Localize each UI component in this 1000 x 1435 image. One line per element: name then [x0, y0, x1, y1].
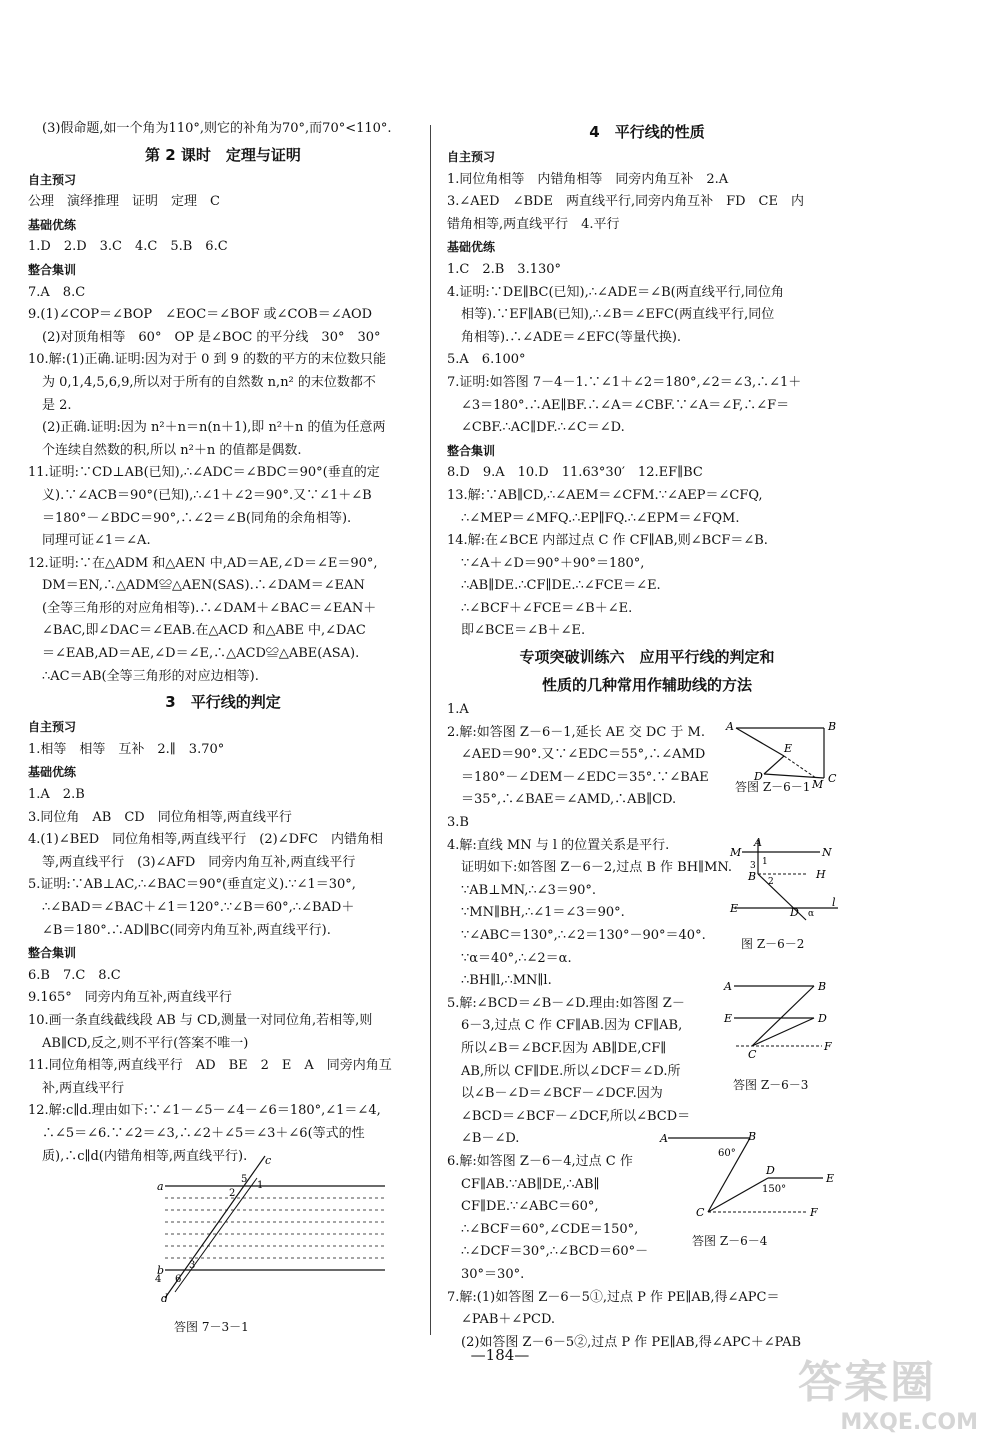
watermark-text: 答案圈 — [798, 1357, 936, 1408]
figure-label: B — [828, 720, 837, 733]
fig-label: 5 — [241, 1174, 248, 1185]
answer-line: 2.解:如答图 Z－6－1,延长 AE 交 DC 于 M. — [447, 724, 705, 740]
answer-line: 7.解:(1)如答图 Z－6－5①,过点 P 作 PE∥AB,得∠APC＝ — [447, 1289, 780, 1305]
answer-line: 公理 演绎推理 证明 定理 C — [28, 194, 220, 210]
answer-line: 3.B — [447, 815, 469, 831]
figure-label: 2 — [768, 877, 774, 887]
answer-line: 1.D 2.D 3.C 4.C 5.B 6.C — [28, 239, 228, 255]
figure-z-6-4 — [658, 1128, 843, 1223]
answer-line: ∴∠MEP＝∠MFQ.∴EP∥FQ.∴∠EPM＝∠FQM. — [461, 510, 740, 526]
answer-line: 13.解:∵AB∥CD,∴∠AEM＝∠CFM.∵∠AEP＝∠CFQ, — [447, 487, 763, 503]
answer-line: DM＝EN,∴△ADM≌△AEN(SAS).∴∠DAM＝∠EAN — [42, 578, 365, 594]
answer-line: 4.证明:∵DE∥BC(已知),∴∠ADE＝∠B(两直线平行,同位角 — [447, 284, 784, 300]
figure-label: 150° — [762, 1184, 787, 1195]
figure-label: D — [818, 1012, 827, 1025]
figure-caption: 图 Z－6－2 — [741, 937, 805, 951]
figure-label: C — [828, 772, 837, 785]
answer-line: ∵∠A＋∠D＝90°＋90°＝180°, — [461, 555, 645, 571]
answer-line: ＝180°－∠DEM－∠EDC＝35°.∵∠BAE — [461, 769, 709, 785]
figure-label: A — [660, 1132, 668, 1145]
answer-line: CF∥AB.∵AB∥DE,∴AB∥ — [461, 1176, 600, 1192]
answer-line: ∴AC＝AB(全等三角形的对应边相等). — [42, 668, 259, 684]
answer-line: 证明如下:如答图 Z－6－2,过点 B 作 BH∥MN. — [461, 860, 733, 876]
answer-line: ∴∠5＝∠6.∵∠2＝∠3,∴∠2＋∠5＝∠3＋∠6(等式的性 — [42, 1125, 365, 1141]
figure-label: F — [810, 1206, 818, 1219]
answer-line: 9.165° 同旁内角互补,两直线平行 — [28, 990, 232, 1006]
answer-line: 7.A 8.C — [28, 284, 86, 300]
figure-caption: 答图 Z－6－1 — [735, 780, 811, 794]
subsection-label: 自主预习 — [447, 150, 496, 164]
answer-line: ∠B－∠D. — [461, 1131, 520, 1147]
answer-line: AB∥CD,反之,则不平行(答案不唯一) — [42, 1035, 249, 1051]
answer-line: 30°＝30°. — [461, 1266, 525, 1282]
figure-label: E — [730, 902, 739, 915]
answer-line: ＝180°－∠BDC＝90°,∴∠2＝∠B(同角的余角相等). — [42, 510, 352, 526]
figure-caption: 答图 Z－6－3 — [733, 1078, 809, 1092]
answer-line: 4.解:直线 MN 与 l 的位置关系是平行. — [447, 837, 670, 853]
watermark-logo — [798, 1346, 978, 1435]
answer-line: ∴∠DCF＝30°,∴∠BCD＝60°－ — [461, 1244, 649, 1260]
fig-label: 3 — [189, 1260, 196, 1271]
answer-line: (全等三角形的对应角相等).∴∠DAM＋∠BAC＝∠EAN＋ — [42, 600, 377, 616]
figure-caption: 答图 Z－6－4 — [692, 1234, 768, 1248]
answer-line: 8.D 9.A 10.D 11.63°30′ 12.EF∥BC — [447, 465, 703, 481]
fig-label: 4 — [155, 1274, 162, 1285]
figure-label: C — [748, 1048, 757, 1058]
column-divider — [430, 125, 431, 1335]
answer-line: ∴AB∥DE.∴CF∥DE.∴∠FCE＝∠E. — [461, 578, 661, 594]
figure-label: A — [726, 720, 734, 733]
fig-label: 2 — [229, 1188, 236, 1199]
answer-line: 1.A 2.B — [28, 787, 85, 803]
figure-label: E — [724, 1012, 733, 1025]
answer-line: 义).∵∠ACB＝90°(已知),∴∠1＋∠2＝90°.又∵∠1＋∠B — [42, 487, 372, 503]
figure-label: A — [724, 980, 732, 993]
answer-line: (3)假命题,如一个角为110°,则它的补角为70°,而70°<110°. — [42, 121, 392, 136]
subsection-label: 自主预习 — [28, 720, 77, 735]
figure-label: M — [730, 846, 742, 859]
fig-label: 1 — [257, 1180, 264, 1191]
answer-line: 7.证明:如答图 7－4－1.∵∠1＋∠2＝180°,∠2＝∠3,∴∠1＋ — [447, 374, 802, 390]
section-heading: 专项突破训练六 应用平行线的判定和 — [519, 648, 775, 667]
figure-label: B — [748, 870, 757, 883]
answer-line: 5.解:∠BCD＝∠B－∠D.理由:如答图 Z－ — [447, 995, 685, 1011]
answer-line: 以∠B－∠D＝∠BCF－∠DCF.因为 — [461, 1086, 663, 1102]
answer-line: 11.同位角相等,两直线平行 AD BE 2 E A 同旁内角互 — [28, 1058, 392, 1074]
answer-line: 等,两直线平行 (3)∠AFD 同旁内角互补,两直线平行 — [42, 854, 356, 870]
answer-line: (2)对顶角相等 60° OP 是∠BOC 的平分线 30° 30° — [42, 329, 381, 345]
answer-line: 所以∠B＝∠BCF.因为 AB∥DE,CF∥ — [461, 1040, 667, 1056]
answer-line: 质),∴c∥d(内错角相等,两直线平行). — [42, 1148, 248, 1164]
answer-line: 错角相等,两直线平行 4.平行 — [447, 216, 620, 232]
figure-label: α — [808, 909, 815, 919]
figure-label: F — [824, 1040, 832, 1053]
section-heading: 第 2 课时 定理与证明 — [145, 145, 301, 164]
answer-line: ∴∠BAD＝∠BAC＋∠1＝120°.∵∠B＝60°,∴∠BAD＋ — [42, 900, 355, 915]
figure-caption: 答图 7－3－1 — [174, 1320, 249, 1334]
left-column — [28, 118, 418, 1168]
figure-label: B — [748, 1130, 757, 1143]
answer-line: 14.解:在∠BCE 内部过点 C 作 CF∥AB,则∠BCF＝∠B. — [447, 533, 768, 549]
answer-line: 1.相等 相等 互补 2.∥ 3.70° — [28, 741, 225, 757]
answer-line: 6.解:如答图 Z－6－4,过点 C 作 — [447, 1153, 633, 1169]
figure-label: D — [790, 906, 799, 919]
page-number: —184— — [470, 1346, 530, 1364]
answer-line: 同理可证∠1＝∠A. — [42, 533, 151, 549]
answer-line: ∵α＝40°,∴∠2＝α. — [461, 950, 572, 966]
answer-line: ∴∠BCF＝60°,∠CDE＝150°, — [461, 1221, 639, 1237]
answer-line: ＝35°,∴∠BAE＝∠AMD,∴AB∥CD. — [461, 792, 677, 808]
subsection-label: 基础优练 — [28, 765, 77, 780]
answer-line: 1.同位角相等 内错角相等 同旁内角互补 2.A — [447, 171, 729, 187]
answer-line: 相等).∵EF∥AB(已知),∴∠B＝∠EFC(两直线平行,同位 — [461, 307, 775, 323]
figure-label: M — [812, 778, 824, 788]
figure-z-6-3 — [722, 978, 842, 1058]
answer-line: ∠BCD＝∠BCF－∠DCF,所以∠BCD＝ — [461, 1108, 691, 1124]
answer-line: ∠B＝180°.∴AD∥BC(同旁内角互补,两直线平行). — [42, 922, 331, 938]
watermark-url: MXQE.COM — [840, 1410, 978, 1435]
answer-line: ∠PAB＋∠PCD. — [461, 1312, 556, 1328]
answer-line: 6.B 7.C 8.C — [28, 967, 121, 983]
figure-label: E — [826, 1172, 835, 1185]
answer-line: 12.解:c∥d.理由如下:∵∠1－∠5－∠4－∠6＝180°,∠1＝∠4, — [28, 1103, 381, 1119]
answer-line: 11.证明:∵CD⊥AB(已知),∴∠ADC＝∠BDC＝90°(垂直的定 — [28, 465, 380, 481]
figure-label: C — [696, 1206, 705, 1219]
answer-line: CF∥DE.∵∠ABC＝60°, — [461, 1199, 599, 1215]
answer-line: 4.(1)∠BED 同位角相等,两直线平行 (2)∠DFC 内错角相 — [28, 832, 384, 848]
figure-label: A — [754, 836, 762, 849]
answer-line: (2)正确.证明:因为 n²＋n＝n(n＋1),即 n²＋n 的值为任意两 — [42, 420, 386, 436]
subsection-label: 整合集训 — [28, 946, 77, 961]
figure-label: B — [818, 980, 827, 993]
figure-label: H — [816, 868, 826, 881]
answer-line: ∵AB⊥MN,∴∠3＝90°. — [461, 882, 597, 898]
subsection-label: 基础优练 — [28, 217, 77, 232]
answer-line: (2)如答图 Z－6－5②,过点 P 作 PE∥AB,得∠APC＋∠PAB — [461, 1334, 802, 1350]
figure-z-6-2 — [728, 836, 843, 926]
answer-line: ∠3＝180°.∴AE∥BF.∴∠A＝∠CBF.∵∠A＝∠F,∴∠F＝ — [461, 397, 790, 413]
answer-line: ＝∠EAB,AD＝AE,∠D＝∠E,∴△ACD≌△ABE(ASA). — [42, 646, 360, 662]
answer-line: 6－3,过点 C 作 CF∥AB.因为 CF∥AB, — [461, 1018, 683, 1034]
answer-line: 1.A — [447, 702, 469, 718]
fig-label: a — [157, 1180, 164, 1193]
figure-label: l — [832, 896, 836, 909]
answer-line: 12.证明:∵在△ADM 和△AEN 中,AD＝AE,∠D＝∠E＝90°, — [28, 555, 378, 571]
section-heading: 3 平行线的判定 — [165, 693, 281, 712]
answer-line: 补,两直线平行 — [42, 1080, 125, 1096]
fig-label: b — [157, 1264, 165, 1277]
figure-label: 60° — [718, 1148, 736, 1159]
figure-label: 3 — [750, 861, 756, 871]
answer-line: 是 2. — [42, 397, 72, 413]
fig-label: d — [161, 1292, 169, 1302]
figure-label: E — [784, 742, 793, 755]
answer-line: ∠AED＝90°.又∵∠EDC＝55°,∴∠AMD — [461, 747, 706, 763]
answer-line: ∴BH∥l,∴MN∥l. — [461, 973, 552, 989]
subsection-label: 基础优练 — [447, 240, 496, 255]
fig-label: c — [265, 1154, 272, 1167]
figure-label: D — [766, 1164, 775, 1177]
answer-line: 3.同位角 AB CD 同位角相等,两直线平行 — [28, 809, 292, 825]
answer-line: AB,所以 CF∥DE.所以∠DCF＝∠D.所 — [461, 1063, 681, 1079]
answer-line: 为 0,1,4,5,6,9,所以对于所有的自然数 n,n² 的末位数都不 — [42, 374, 376, 390]
section-heading: 性质的几种常用作辅助线的方法 — [541, 676, 752, 695]
answer-line: 10.画一条直线截线段 AB 与 CD,测量一对同位角,若相等,则 — [28, 1012, 373, 1028]
answer-line: 3.∠AED ∠BDE 两直线平行,同旁内角互补 FD CE 内 — [447, 194, 804, 210]
answer-line: 5.证明:∵AB⊥AC,∴∠BAC＝90°(垂直定义).∵∠1＝30°, — [28, 877, 356, 893]
answer-line: 1.C 2.B 3.130° — [447, 261, 562, 277]
subsection-label: 整合集训 — [28, 262, 77, 277]
figure-7-3-1 — [145, 1152, 395, 1302]
figure-label: 1 — [762, 857, 768, 867]
answer-line: 9.(1)∠COP＝∠BOP ∠EOC＝∠BOF 或∠COB＝∠AOD — [28, 307, 373, 323]
subsection-label: 整合集训 — [447, 443, 496, 458]
answer-line: 5.A 6.100° — [447, 352, 526, 368]
figure-label: D — [754, 770, 763, 783]
answer-line: ∠BAC,即∠DAC＝∠EAB.在△ACD 和△ABE 中,∠DAC — [42, 623, 366, 639]
figure-label: N — [822, 846, 832, 859]
answer-line: 即∠BCE＝∠B＋∠E. — [461, 623, 586, 639]
answer-line: ∴∠BCF＋∠FCE＝∠B＋∠E. — [461, 600, 633, 616]
subsection-label: 自主预习 — [28, 172, 77, 187]
answer-line: 角相等).∴∠ADE＝∠EFC(等量代换). — [461, 329, 682, 345]
fig-label: 6 — [175, 1274, 182, 1285]
answer-line: 个连续自然数的积,所以 n²＋n 的值都是偶数. — [42, 442, 302, 458]
section-heading: 4 平行线的性质 — [589, 123, 705, 141]
answer-line: 10.解:(1)正确.证明:因为对于 0 到 9 的数的平方的末位数只能 — [28, 352, 387, 368]
answer-line: ∵∠ABC＝130°,∴∠2＝130°－90°＝40°. — [461, 928, 706, 943]
answer-line: ∵MN∥BH,∴∠1＝∠3＝90°. — [461, 905, 625, 921]
answer-line: ∠CBF.∴AC∥DF.∴∠C＝∠D. — [461, 420, 625, 436]
